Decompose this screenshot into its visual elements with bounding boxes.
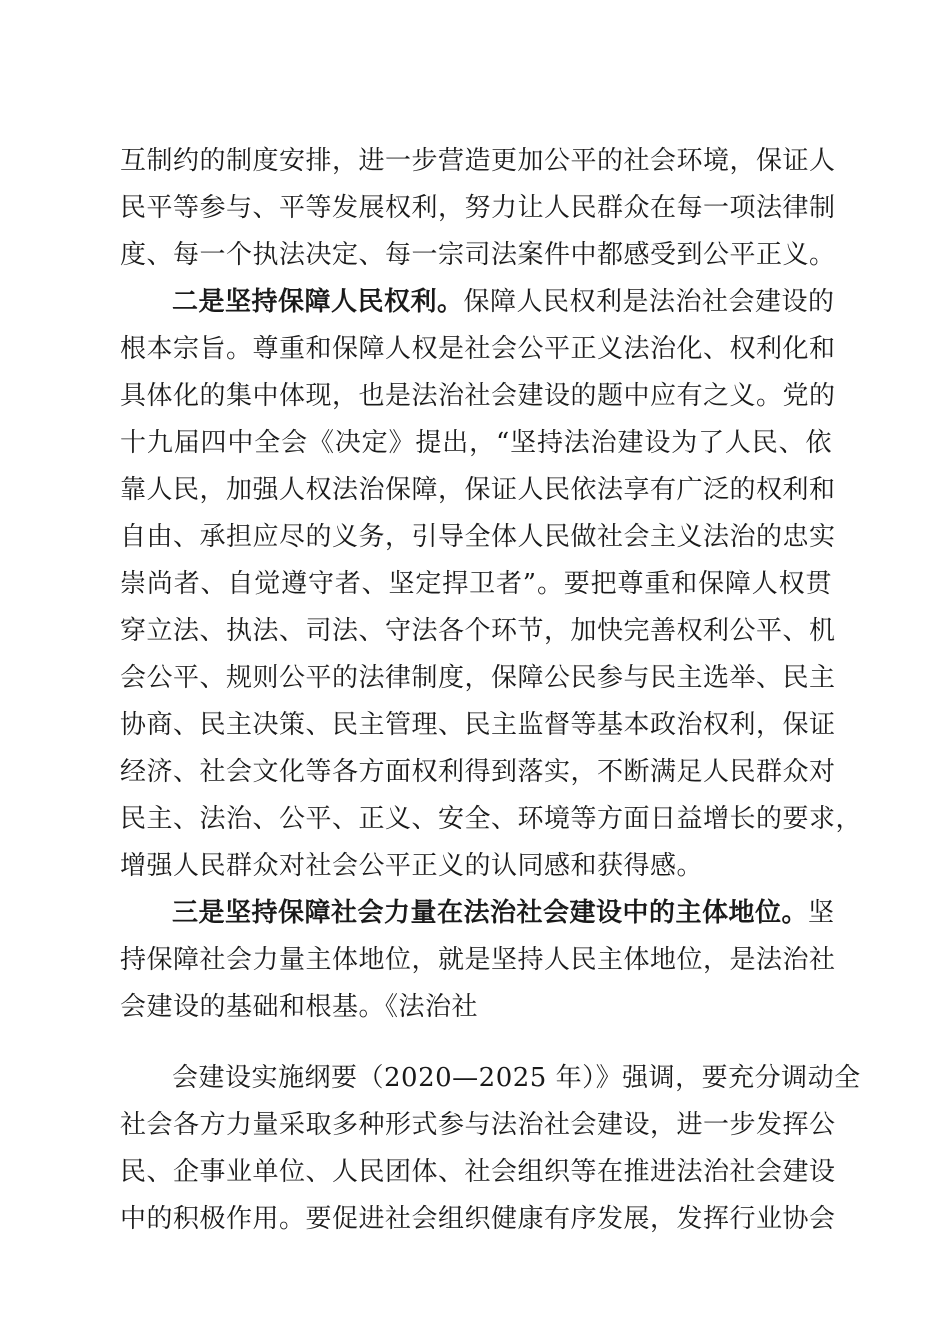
paragraph-line: 民平等参与、平等发展权利，努力让人民群众在每一项法律制 (120, 193, 836, 223)
section-two-heading: 二是坚持保障人民权利。 (172, 287, 464, 317)
paragraph-line: 靠人民，加强人权法治保障，保证人民依法享有广泛的权利和 (120, 475, 836, 505)
paragraph-line: 会建设实施纲要（2020—2025 年）》强调，要充分调动全 (172, 1063, 861, 1093)
paragraph-line: 崇尚者、自觉遵守者、坚定捍卫者”。要把尊重和保障人权贯 (120, 569, 832, 599)
section-three-heading: 三是坚持保障社会力量在法治社会建设中的主体地位。 (172, 898, 809, 928)
paragraph-line: 增强人民群众对社会公平正义的认同感和获得感。 (120, 851, 704, 881)
paragraph-line: 穿立法、执法、司法、守法各个环节，加快完善权利公平、机 (120, 616, 836, 646)
paragraph-line: 具体化的集中体现，也是法治社会建设的题中应有之义。党的 (120, 381, 836, 411)
section-three-first-line (172, 893, 835, 933)
paragraph-line: 根本宗旨。尊重和保障人权是社会公平正义法治化、权利化和 (120, 334, 836, 364)
paragraph-line: 持保障社会力量主体地位，就是坚持人民主体地位，是法治社 (120, 945, 836, 975)
paragraph-line: 民、企事业单位、人民团体、社会组织等在推进法治社会建设 (120, 1157, 836, 1187)
paragraph-line: 十九届四中全会《决定》提出，“坚持法治建设为了人民、依 (120, 428, 832, 458)
paragraph-line: 经济、社会文化等各方面权利得到落实，不断满足人民群众对 (120, 757, 836, 787)
paragraph-line: 度、每一个执法决定、每一宗司法案件中都感受到公平正义。 (120, 240, 836, 270)
paragraph-line: 中的积极作用。要促进社会组织健康有序发展，发挥行业协会 (120, 1204, 836, 1234)
section-two-first-line (172, 282, 835, 322)
paragraph-line: 协商、民主决策、民主管理、民主监督等基本政治权利，保证 (120, 710, 836, 740)
paragraph-line: 会建设的基础和根基。《法治社 (120, 992, 479, 1022)
section-three-lead-text: 坚 (808, 898, 835, 928)
paragraph-line: 自由、承担应尽的义务，引导全体人民做社会主义法治的忠实 (120, 522, 836, 552)
paragraph-line: 会公平、规则公平的法律制度，保障公民参与民主选举、民主 (120, 663, 836, 693)
section-two-lead-text: 保障人民权利是法治社会建设的 (463, 287, 835, 317)
paragraph-line: 民主、法治、公平、正义、安全、环境等方面日益增长的要求， (120, 804, 863, 834)
paragraph-line: 社会各方力量采取多种形式参与法治社会建设，进一步发挥公 (120, 1110, 836, 1140)
paragraph-line: 互制约的制度安排，进一步营造更加公平的社会环境，保证人 (120, 146, 836, 176)
